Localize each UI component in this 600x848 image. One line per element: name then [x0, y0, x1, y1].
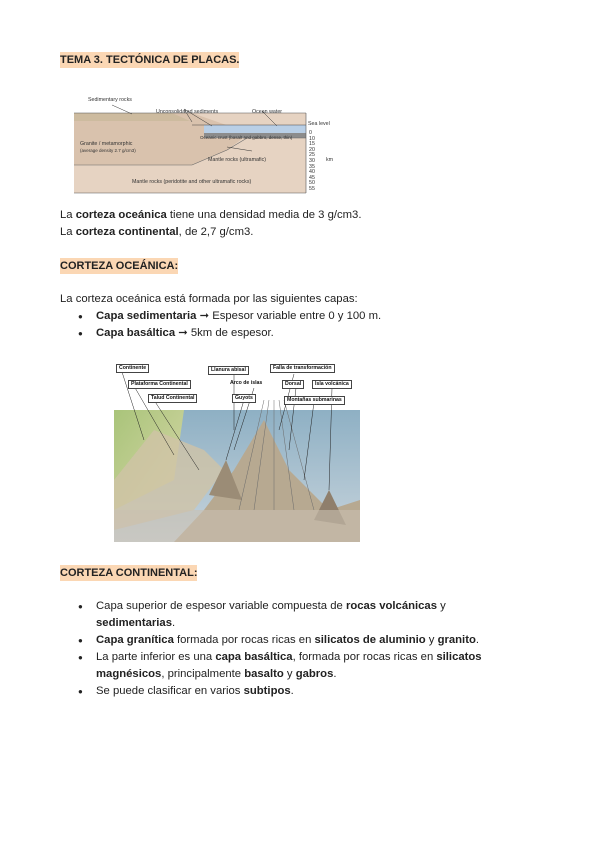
bold-term: silicatos de aluminio — [314, 634, 426, 646]
depth-50: 50 — [309, 180, 315, 187]
depth-10: 10 — [309, 135, 315, 142]
bold-term: subtipos — [243, 685, 291, 697]
bold-term: gabros — [295, 668, 334, 680]
heading-corteza-oceanica: CORTEZA OCEÁNICA: — [60, 260, 179, 272]
text: , formada por rocas ricas en — [292, 651, 437, 663]
depth-25: 25 — [309, 152, 315, 159]
label-granite: Granite / metamorphic — [80, 141, 133, 147]
text: La parte inferior es una — [96, 651, 216, 663]
text: y — [283, 668, 296, 680]
bold-term: Capa granítica — [96, 634, 174, 646]
label-unconsolidated-sediments: Unconsolidated sediments — [156, 109, 219, 115]
label-ocean-water: Ocean water — [252, 109, 283, 115]
bold-term: basalto — [244, 668, 284, 680]
label-arco-islas: Arco de islas — [230, 380, 263, 386]
text: , principalmente — [161, 668, 245, 680]
text: . — [171, 617, 176, 629]
depth-35: 35 — [309, 163, 315, 170]
depth-55: 55 — [309, 185, 315, 192]
label-granite-density: (average density 2.7 g/cm3) — [80, 148, 136, 153]
list-item — [78, 649, 518, 683]
depth-45: 45 — [309, 174, 315, 181]
text: formada por rocas ricas en — [173, 634, 315, 646]
text: Capa superior de espesor variable compuesta de — [96, 600, 346, 612]
bold-term: sedimentarias — [96, 617, 172, 629]
label-talud: Talud Continental — [148, 394, 197, 403]
oceanic-intro: La corteza oceánica está formada por las siguientes capas: — [60, 293, 358, 305]
bold-term: rocas volcánicas — [345, 600, 437, 612]
list-item — [78, 308, 381, 325]
bold-term: capa basáltica — [215, 651, 293, 663]
depth-scale — [309, 131, 323, 193]
oceanic-density-line — [60, 207, 361, 224]
list-item — [78, 683, 518, 700]
bold-term: silicatos magnésicos — [96, 651, 482, 680]
label-mantle-rocks: Mantle rocks (peridotite and other ultramafic rocks) — [132, 179, 252, 185]
depth-40: 40 — [309, 169, 315, 176]
label-falla: Falla de transformación — [270, 364, 335, 373]
text: y — [437, 600, 446, 612]
arrow-icon: ➞ — [175, 327, 191, 339]
text: La — [60, 209, 76, 221]
label-montanas: Montañas submarinas — [284, 396, 345, 405]
depth-0: 0 — [309, 130, 312, 136]
label-llanura: Llanura abisal — [208, 366, 249, 375]
bold-term: corteza continental — [75, 226, 179, 238]
label-isla-volcanica: Isla volcánica — [312, 380, 352, 389]
text: tiene una densidad media de 3 g/cm3. — [166, 209, 362, 221]
crust-cross-section-figure — [72, 95, 334, 195]
bold-term: Capa basáltica — [96, 327, 176, 339]
arrow-icon: ➞ — [196, 310, 213, 322]
list-item — [78, 325, 381, 342]
bold-term: Capa sedimentaria — [96, 310, 197, 322]
text: La — [60, 226, 76, 238]
continental-layers-list — [78, 598, 518, 700]
label-guyots: Guyots — [232, 394, 256, 403]
continental-density-line — [60, 224, 253, 241]
depth-20: 20 — [309, 146, 315, 153]
text: . — [290, 685, 294, 697]
label-continente: Continente — [116, 364, 149, 373]
oceanic-layers-list — [78, 308, 381, 342]
label-oceanic-crust: Oceanic crust (basalt and gabbro, dense, thin) — [200, 135, 293, 140]
bold-term: granito — [437, 634, 476, 646]
bold-term: corteza oceánica — [75, 209, 167, 221]
depth-30: 30 — [309, 157, 315, 164]
depth-15: 15 — [309, 141, 315, 148]
label-sedimentary-rocks: Sedimentary rocks — [88, 97, 132, 103]
page-title: TEMA 3. TECTÓNICA DE PLACAS. — [60, 54, 240, 66]
text: Se puede clasificar en varios — [96, 685, 244, 697]
label-dorsal: Dorsal — [282, 380, 304, 389]
ocean-floor-figure — [114, 360, 360, 542]
label-sea-level: Sea level — [308, 121, 330, 127]
list-item — [78, 632, 518, 649]
text: , de 2,7 g/cm3. — [178, 226, 254, 238]
label-mantle-ultramafic: Mantle rocks (ultramafic) — [208, 157, 266, 163]
list-item — [78, 598, 518, 632]
text: . — [475, 634, 480, 646]
text: y — [425, 634, 438, 646]
label-plataforma: Plataforma Continental — [128, 380, 191, 389]
text: 5km de espesor. — [190, 327, 274, 339]
heading-corteza-continental: CORTEZA CONTINENTAL: — [60, 567, 198, 579]
text: Espesor variable entre 0 y 100 m. — [212, 310, 382, 322]
text: . — [333, 668, 337, 680]
label-km: km — [326, 157, 334, 163]
